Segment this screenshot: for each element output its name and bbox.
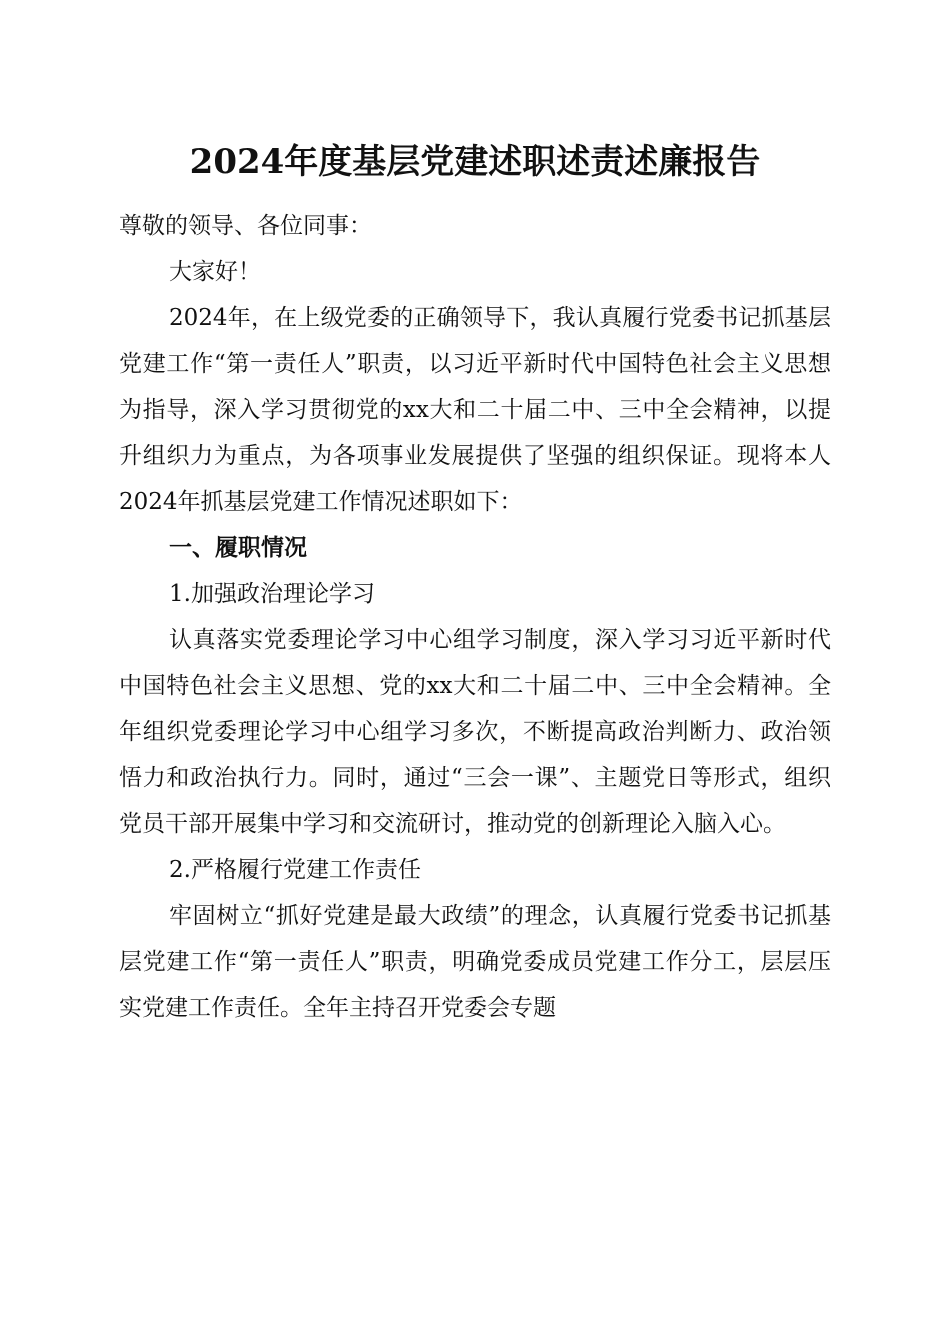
salutation: 尊敬的领导、各位同事： — [119, 213, 372, 239]
document-body — [119, 203, 831, 1031]
document-title: 2024年度基层党建述职述责述廉报告 — [189, 142, 761, 182]
subheading-party-building-responsibility: 2.严格履行党建工作责任 — [169, 857, 421, 883]
subheading-political-study: 1.加强政治理论学习 — [169, 581, 375, 607]
section-heading-performance: 一、履职情况 — [169, 535, 307, 561]
paragraph-party-building-responsibility: 牢固树立“抓好党建是最大政绩”的理念，认真履行党委书记抓基层党建工作“第一责任人”职责，明确党委成员党建工作分工，层层压实党建工作责任。全年主持召开党委会专题 — [119, 903, 831, 1021]
paragraph-political-study: 认真落实党委理论学习中心组学习制度，深入学习习近平新时代中国特色社会主义思想、党的xx大和二十届二中、三中全会精神。全年组织党委理论学习中心组学习多次，不断提高政治判断力、政治领悟力和政治执行力。同时，通过“三会一课”、主题党日等形式，组织党员干部开展集中学习和交流研讨，推动党的创新理论入脑入心。 — [119, 627, 831, 837]
intro-paragraph: 2024年，在上级党委的正确领导下，我认真履行党委书记抓基层党建工作“第一责任人”职责，以习近平新时代中国特色社会主义思想为指导，深入学习贯彻党的xx大和二十届二中、三中全会精神，以提升组织力为重点，为各项事业发展提供了坚强的组织保证。现将本人2024年抓基层党建工作情况述职如下： — [119, 305, 831, 515]
greeting: 大家好！ — [169, 259, 261, 285]
